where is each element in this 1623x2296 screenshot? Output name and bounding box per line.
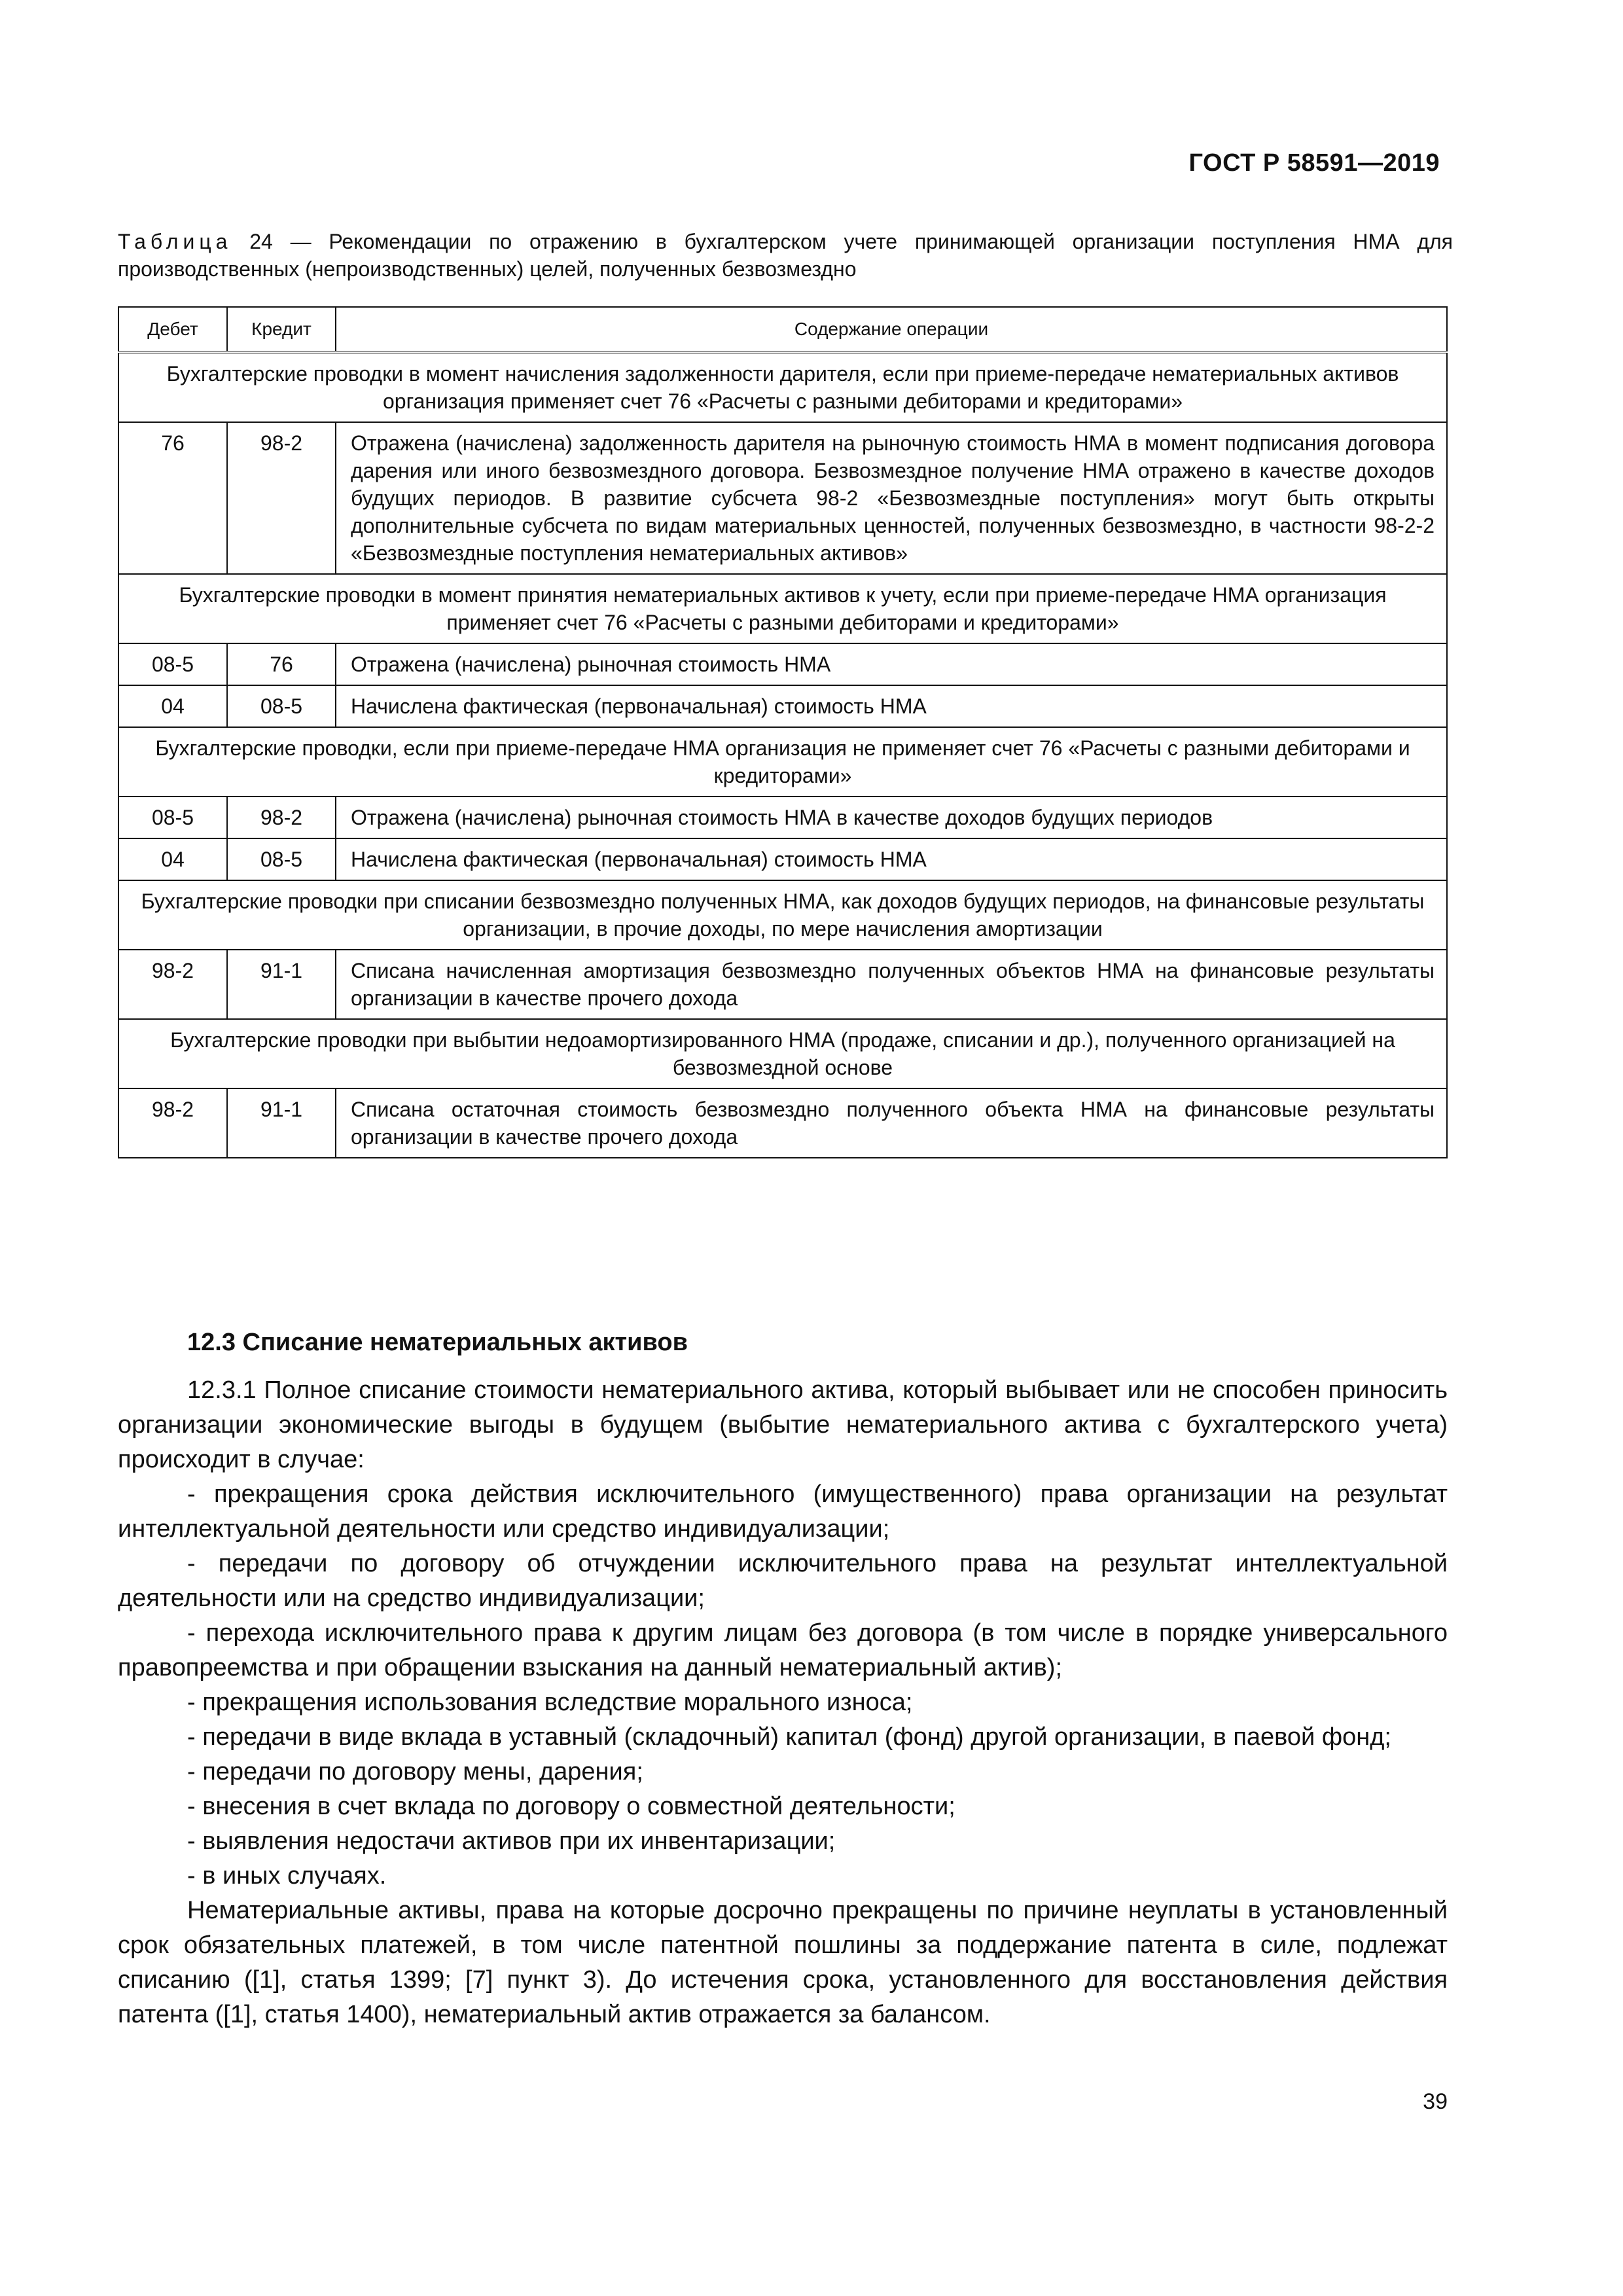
group-title: Бухгалтерские проводки в момент начисления задолженности дарителя, если при приеме-передаче нематериальных активов организация применяет счет 76 «Расчеты с разными дебиторами и кредиторами» bbox=[118, 352, 1447, 422]
group-title: Бухгалтерские проводки, если при приеме-передаче НМА организация не применяет счет 76 «Расчеты с разными дебиторами и кредиторами» bbox=[118, 727, 1447, 797]
list-item: - передачи по договору мены, дарения; bbox=[187, 1758, 643, 1785]
section-closing-paragraph: Нематериальные активы, права на которые досрочно прекращены по причине неуплаты в установленный срок обязательных платежей, в том числе патентной пошлины за поддержание патента в силе, подлежат списанию ([1], статья 1399; [7] пункт 3). До истечения срока, установленного для восстановления действия патента ([1], статья 1400), нематериальный актив отражается за балансом. bbox=[118, 1897, 1448, 2028]
operation-cell: Списана начисленная амортизация безвозмездно полученных объектов НМА на финансовые результаты организации в качестве прочего дохода bbox=[336, 950, 1447, 1019]
debit-cell: 04 bbox=[118, 838, 227, 880]
list-item: - прекращения срока действия исключительного (имущественного) права организации на результат интеллектуальной деятельности или средство индивидуализации; bbox=[118, 1480, 1448, 1543]
table-row bbox=[118, 1088, 1447, 1158]
operation-cell: Отражена (начислена) задолженность дарителя на рыночную стоимость НМА в момент подписания договора дарения или иного безвозмездного договора. Безвозмездное получение НМА отражено в качестве доходов будущих периодов. В развитие субсчета 98-2 «Безвозмездные поступления» могут быть открыты дополнительные субсчета по видам материальных ценностей, полученных безвозмездно, в частности 98-2-2 «Безвозмездные поступления нематериальных активов» bbox=[336, 422, 1447, 574]
credit-cell: 08-5 bbox=[227, 685, 336, 727]
credit-cell: 76 bbox=[227, 643, 336, 685]
accounting-entries-table bbox=[118, 306, 1448, 1158]
header-debit: Дебет bbox=[118, 307, 227, 352]
group-title: Бухгалтерские проводки в момент принятия нематериальных активов к учету, если при приеме-передаче НМА организация применяет счет 76 «Расчеты с разными дебиторами и кредиторами» bbox=[118, 574, 1447, 643]
debit-cell: 76 bbox=[118, 422, 227, 574]
credit-cell: 91-1 bbox=[227, 1088, 336, 1158]
table-row bbox=[118, 643, 1447, 685]
section-intro-paragraph: 12.3.1 Полное списание стоимости нематериального актива, который выбывает или не способен приносить организации экономические выгоды в будущем (выбытие нематериального актива с бухгалтерского учета) происходит в случае: bbox=[118, 1376, 1448, 1473]
header-operation: Содержание операции bbox=[336, 307, 1447, 352]
credit-cell: 08-5 bbox=[227, 838, 336, 880]
debit-cell: 08-5 bbox=[118, 643, 227, 685]
operation-cell: Отражена (начислена) рыночная стоимость НМА bbox=[336, 643, 1447, 685]
group-title: Бухгалтерские проводки при выбытии недоамортизированного НМА (продаже, списании и др.), полученного организацией на безвозмездной основе bbox=[118, 1019, 1447, 1088]
group-row bbox=[118, 727, 1447, 797]
group-title: Бухгалтерские проводки при списании безвозмездно полученных НМА, как доходов будущих периодов, на финансовые результаты организации, в прочие доходы, по мере начисления амортизации bbox=[118, 880, 1447, 950]
debit-cell: 98-2 bbox=[118, 1088, 227, 1158]
group-row bbox=[118, 1019, 1447, 1088]
page-number: 39 bbox=[1423, 2089, 1448, 2114]
table-row bbox=[118, 422, 1447, 574]
operation-cell: Списана остаточная стоимость безвозмездно полученного объекта НМА на финансовые результаты организации в качестве прочего дохода bbox=[336, 1088, 1447, 1158]
debit-cell: 04 bbox=[118, 685, 227, 727]
debit-cell: 98-2 bbox=[118, 950, 227, 1019]
section-heading: 12.3 Списание нематериальных активов bbox=[187, 1329, 688, 1356]
credit-cell: 98-2 bbox=[227, 422, 336, 574]
operation-cell: Начислена фактическая (первоначальная) стоимость НМА bbox=[336, 838, 1447, 880]
header-credit: Кредит bbox=[227, 307, 336, 352]
list-item: - выявления недостачи активов при их инвентаризации; bbox=[187, 1827, 836, 1855]
operation-cell: Начислена фактическая (первоначальная) стоимость НМА bbox=[336, 685, 1447, 727]
group-row bbox=[118, 352, 1447, 422]
table-row bbox=[118, 797, 1447, 838]
group-row bbox=[118, 574, 1447, 643]
list-item: - передачи в виде вклада в уставный (складочный) капитал (фонд) другой организации, в паевой фонд; bbox=[187, 1723, 1391, 1751]
table-row bbox=[118, 685, 1447, 727]
section-body bbox=[118, 1373, 1448, 2032]
list-item: - в иных случаях. bbox=[187, 1862, 387, 1890]
table-caption-label: Таблица bbox=[118, 230, 232, 253]
debit-cell: 08-5 bbox=[118, 797, 227, 838]
list-item: - перехода исключительного права к другим лицам без договора (в том числе в порядке универсального правопреемства и при обращении взыскания на данный нематериальный актив); bbox=[118, 1619, 1448, 1681]
credit-cell: 91-1 bbox=[227, 950, 336, 1019]
list-item: - передачи по договору об отчуждении исключительного права на результат интеллектуальной деятельности или на средство индивидуализации; bbox=[118, 1550, 1448, 1612]
table-header-row bbox=[118, 307, 1447, 352]
list-item: - внесения в счет вклада по договору о совместной деятельности; bbox=[187, 1793, 955, 1820]
group-row bbox=[118, 880, 1447, 950]
list-item: - прекращения использования вследствие морального износа; bbox=[187, 1689, 913, 1716]
table-row bbox=[118, 950, 1447, 1019]
table-caption-text: 24 — Рекомендации по отражению в бухгалтерском учете принимающей организации поступления НМА для производственных (непроизводственных) целей, полученных безвозмездно bbox=[118, 230, 1453, 281]
standard-designation: ГОСТ Р 58591—2019 bbox=[1188, 149, 1440, 177]
table-caption bbox=[118, 228, 1453, 283]
credit-cell: 98-2 bbox=[227, 797, 336, 838]
table-row bbox=[118, 838, 1447, 880]
operation-cell: Отражена (начислена) рыночная стоимость НМА в качестве доходов будущих периодов bbox=[336, 797, 1447, 838]
